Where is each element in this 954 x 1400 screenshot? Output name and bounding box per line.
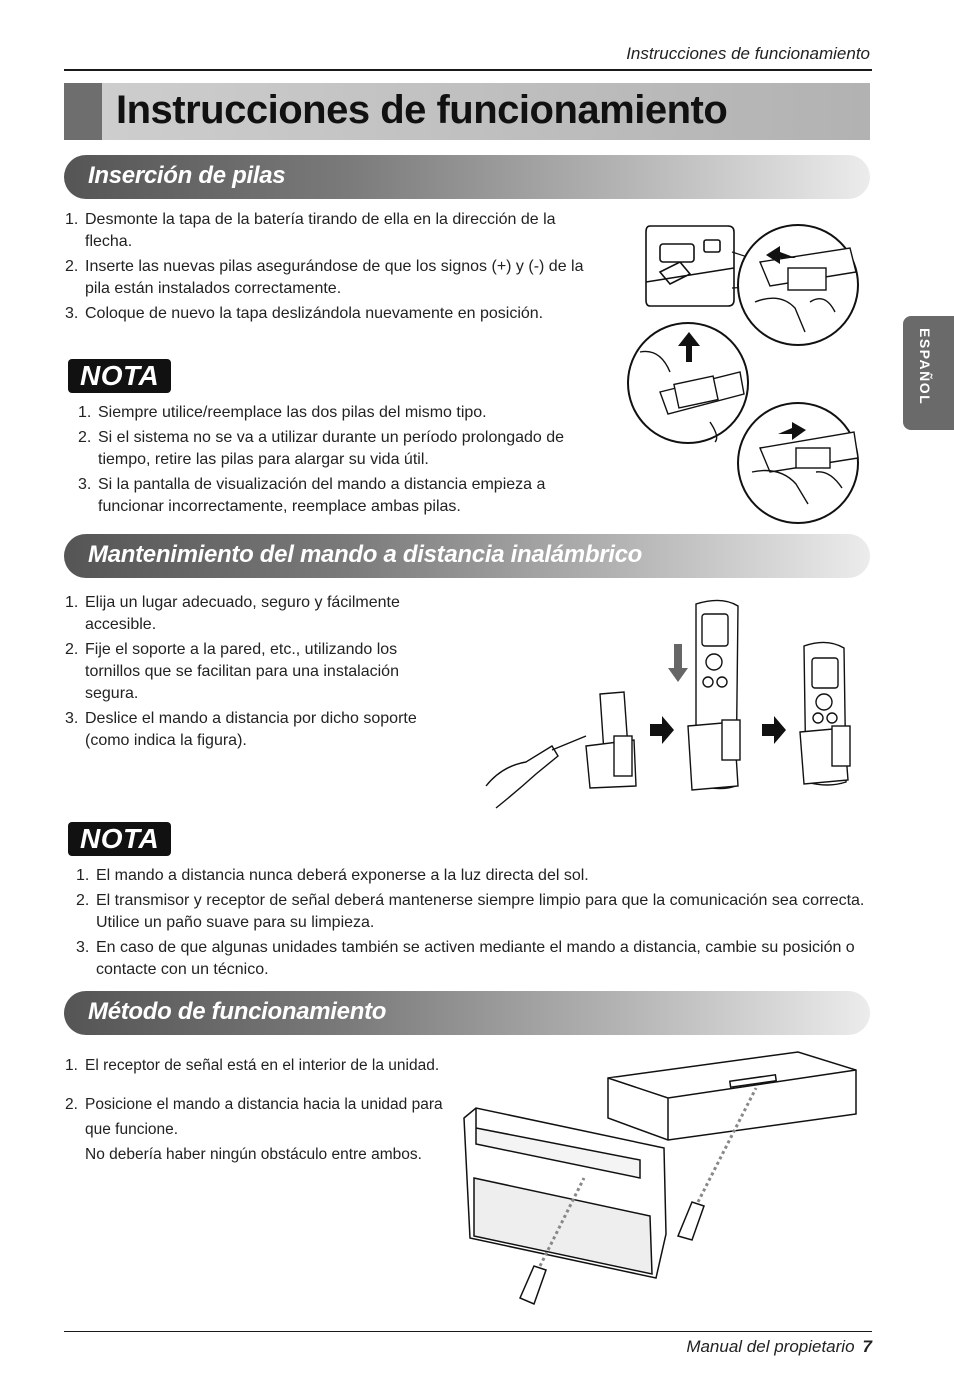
nota-badge: NOTA — [68, 359, 171, 393]
list-item: 3. Si la pantalla de visualización del mando a distancia empieza a funcionar incorrectamente, reemplace ambas pilas. — [78, 476, 546, 515]
list-item: 1. Elija un lugar adecuado, seguro y fácilmente accesible. — [65, 594, 400, 633]
battery-notes — [78, 402, 583, 521]
operation-illustration — [460, 1048, 860, 1318]
list-item: 1. El receptor de señal está en el interior de la unidad. — [65, 1057, 440, 1074]
arrow-right-icon — [762, 716, 786, 744]
list-item: 3. Coloque de nuevo la tapa deslizándola nuevamente en posición. — [65, 305, 544, 322]
title-accent-block — [64, 83, 102, 140]
list-item: 3. En caso de que algunas unidades también se activen mediante el mando a distancia, cambie su posición o contacte con un técnico. — [76, 939, 855, 978]
battery-steps — [65, 209, 585, 328]
zoom-remote-panel — [646, 226, 734, 306]
hand-with-screwdriver — [486, 746, 558, 808]
list-item: 3. Deslice el mando a distancia por dicho soporte (como indica la figura). — [65, 710, 417, 749]
list-item: 2. Fije el soporte a la pared, etc., utilizando los tornillos que se facilitan para una instalación segura. — [65, 641, 399, 702]
battery-insertion-illustration — [620, 222, 865, 527]
list-item: 2. Posicione el mando a distancia hacia la unidad para que funcione. No debería haber ningún obstáculo entre ambos. — [65, 1096, 443, 1163]
list-item: 2. El transmisor y receptor de señal deberá mantenerse siempre limpio para que la comunicación sea correcta. Utilice un paño suave para su limpieza. — [76, 892, 865, 931]
list-item: 1. El mando a distancia nunca deberá exponerse a la luz directa del sol. — [76, 867, 589, 884]
section-title-maintenance: Mantenimiento del mando a distancia inalámbrico — [88, 541, 643, 568]
list-item: 1. Desmonte la tapa de la batería tirando de ella en la dirección de la flecha. — [65, 211, 556, 250]
running-header: Instrucciones de funcionamiento — [626, 44, 870, 63]
page-number: 7 — [862, 1337, 872, 1356]
arrow-right-icon — [650, 716, 674, 744]
section-title-batteries: Inserción de pilas — [88, 162, 286, 189]
ceiling-unit — [608, 1052, 856, 1140]
page-title: Instrucciones de funcionamiento — [116, 88, 728, 132]
list-item: 2. Inserte las nuevas pilas asegurándose de que los signos (+) y (-) de la pila están instalados correctamente. — [65, 258, 584, 297]
maintenance-notes — [76, 865, 866, 984]
nota-badge: NOTA — [68, 822, 171, 856]
operation-steps — [65, 1053, 445, 1181]
language-tab-label: ESPAÑOL — [917, 328, 933, 406]
footer-rule — [64, 1331, 872, 1332]
arrow-down-icon — [668, 644, 688, 682]
remote-holder-illustration — [482, 596, 862, 811]
list-item: 1. Siempre utilice/reemplace las dos pilas del mismo tipo. — [78, 404, 487, 421]
footer-label: Manual del propietario — [686, 1337, 855, 1356]
section-title-operation: Método de funcionamiento — [88, 998, 387, 1025]
remote-ceiling-unit — [678, 1202, 704, 1240]
header-rule — [64, 69, 872, 71]
list-item: 2. Si el sistema no se va a utilizar durante un período prolongado de tiempo, retire las pilas para alargar su vida útil. — [78, 429, 565, 468]
footer — [560, 1337, 872, 1357]
remote-floor-unit — [520, 1266, 546, 1304]
maintenance-steps — [65, 592, 450, 755]
